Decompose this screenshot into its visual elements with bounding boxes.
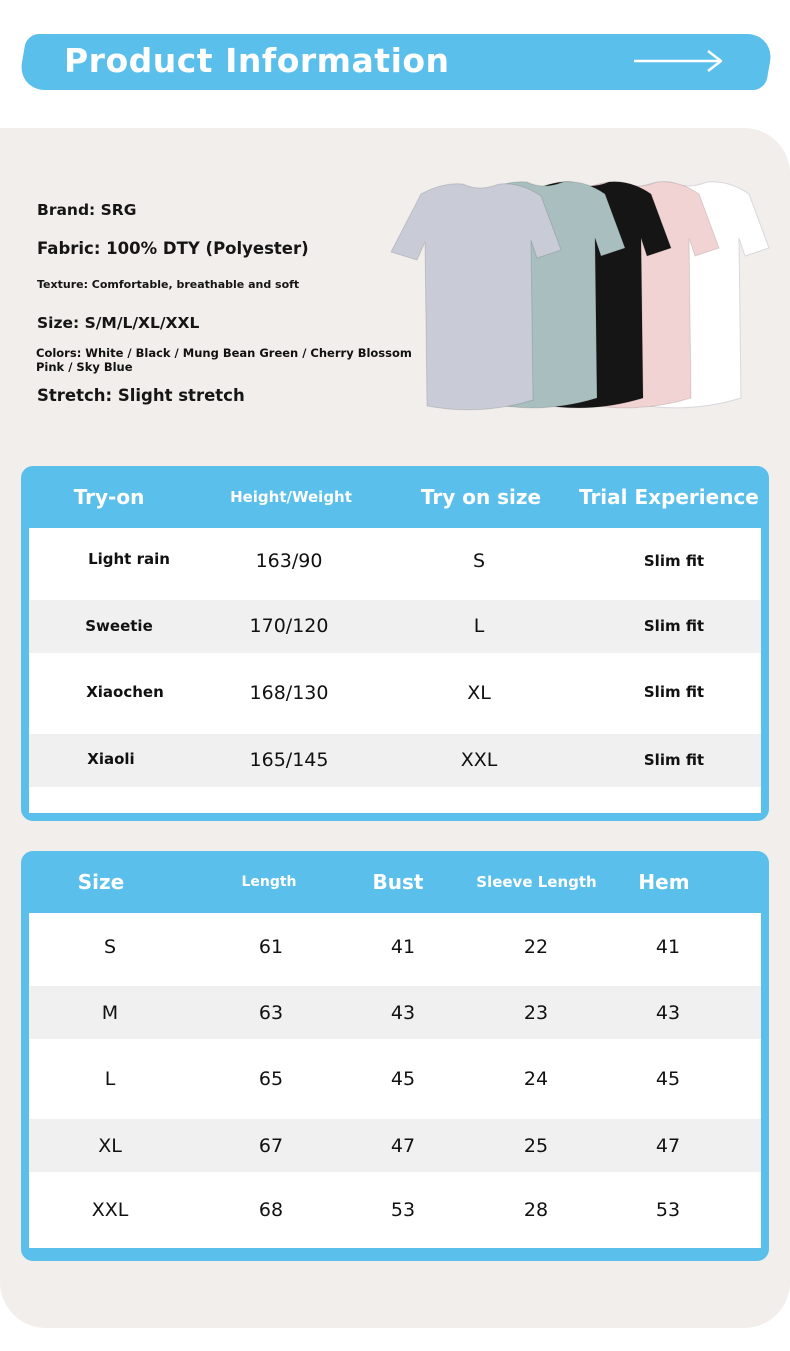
hem-cell: 43 bbox=[655, 1002, 681, 1024]
table-row bbox=[29, 1172, 761, 1248]
page-title: Product Information bbox=[64, 41, 450, 80]
tryon-name-cell: Xiaoli bbox=[87, 750, 135, 768]
tryon-name-cell: Light rain bbox=[88, 550, 170, 568]
size-header-sleeve: Sleeve Length bbox=[476, 873, 597, 891]
sleeve-cell: 22 bbox=[523, 936, 549, 958]
table-row bbox=[29, 528, 761, 600]
colors-text: Colors: White / Black / Mung Bean Green / Cherry Blossom Pink / Sky Blue bbox=[36, 346, 412, 374]
tryon-body bbox=[29, 528, 761, 813]
sleeve-cell: 25 bbox=[523, 1135, 549, 1157]
table-row bbox=[29, 913, 761, 986]
tryon-size-cell: S bbox=[472, 550, 486, 572]
table-row bbox=[29, 600, 761, 653]
size-text: Size: S/M/L/XL/XXL bbox=[37, 314, 200, 332]
size-cell: M bbox=[101, 1002, 119, 1024]
sleeve-cell: 24 bbox=[523, 1068, 549, 1090]
bust-cell: 43 bbox=[390, 1002, 416, 1024]
tryon-header-name: Try-on bbox=[73, 485, 145, 509]
table-row bbox=[29, 986, 761, 1039]
size-table bbox=[21, 851, 769, 1261]
table-row bbox=[29, 1039, 761, 1119]
tryon-name-cell: Xiaochen bbox=[86, 683, 164, 701]
tryon-exp-cell: Slim fit bbox=[643, 552, 705, 570]
tryon-size-cell: L bbox=[473, 615, 485, 637]
size-header-row bbox=[21, 851, 769, 913]
tryon-header-size: Try on size bbox=[420, 485, 542, 509]
tryon-exp-cell: Slim fit bbox=[643, 751, 705, 769]
tryon-size-cell: XXL bbox=[460, 749, 498, 771]
table-row bbox=[29, 734, 761, 787]
tryon-hw-cell: 170/120 bbox=[249, 615, 329, 637]
size-cell: S bbox=[103, 936, 117, 958]
tryon-hw-cell: 165/145 bbox=[249, 749, 329, 771]
hem-cell: 53 bbox=[655, 1199, 681, 1221]
size-header-hem: Hem bbox=[638, 870, 690, 894]
tryon-table bbox=[21, 466, 769, 821]
stretch-text: Stretch: Slight stretch bbox=[37, 386, 245, 405]
right-arrow-icon bbox=[632, 48, 724, 74]
tryon-name-cell: Sweetie bbox=[85, 617, 153, 635]
hem-cell: 47 bbox=[655, 1135, 681, 1157]
size-header-length: Length bbox=[241, 874, 297, 890]
sleeve-cell: 28 bbox=[523, 1199, 549, 1221]
length-cell: 67 bbox=[258, 1135, 284, 1157]
brand-text: Brand: SRG bbox=[37, 201, 137, 219]
size-cell: L bbox=[104, 1068, 116, 1090]
sleeve-cell: 23 bbox=[523, 1002, 549, 1024]
tryon-hw-cell: 168/130 bbox=[249, 682, 329, 704]
table-row bbox=[29, 1119, 761, 1172]
size-header-size: Size bbox=[77, 870, 125, 894]
texture-text: Texture: Comfortable, breathable and soft bbox=[37, 278, 300, 291]
length-cell: 61 bbox=[258, 936, 284, 958]
table-row bbox=[29, 653, 761, 734]
tryon-exp-cell: Slim fit bbox=[643, 617, 705, 635]
size-cell: XXL bbox=[91, 1199, 129, 1221]
size-header-bust: Bust bbox=[372, 870, 424, 894]
length-cell: 65 bbox=[258, 1068, 284, 1090]
hem-cell: 41 bbox=[655, 936, 681, 958]
tryon-hw-cell: 163/90 bbox=[255, 550, 323, 572]
fabric-text: Fabric: 100% DTY (Polyester) bbox=[37, 239, 309, 258]
tryon-exp-cell: Slim fit bbox=[643, 683, 705, 701]
product-image bbox=[383, 176, 783, 412]
bust-cell: 45 bbox=[390, 1068, 416, 1090]
tryon-header-height-weight: Height/Weight bbox=[230, 488, 352, 506]
tryon-size-cell: XL bbox=[467, 682, 491, 704]
tryon-header-experience: Trial Experience bbox=[579, 485, 759, 509]
length-cell: 63 bbox=[258, 1002, 284, 1024]
bust-cell: 53 bbox=[390, 1199, 416, 1221]
tryon-header-row bbox=[21, 466, 769, 528]
bust-cell: 41 bbox=[390, 936, 416, 958]
bust-cell: 47 bbox=[390, 1135, 416, 1157]
size-body bbox=[29, 913, 761, 1248]
size-cell: XL bbox=[98, 1135, 122, 1157]
length-cell: 68 bbox=[258, 1199, 284, 1221]
hem-cell: 45 bbox=[655, 1068, 681, 1090]
